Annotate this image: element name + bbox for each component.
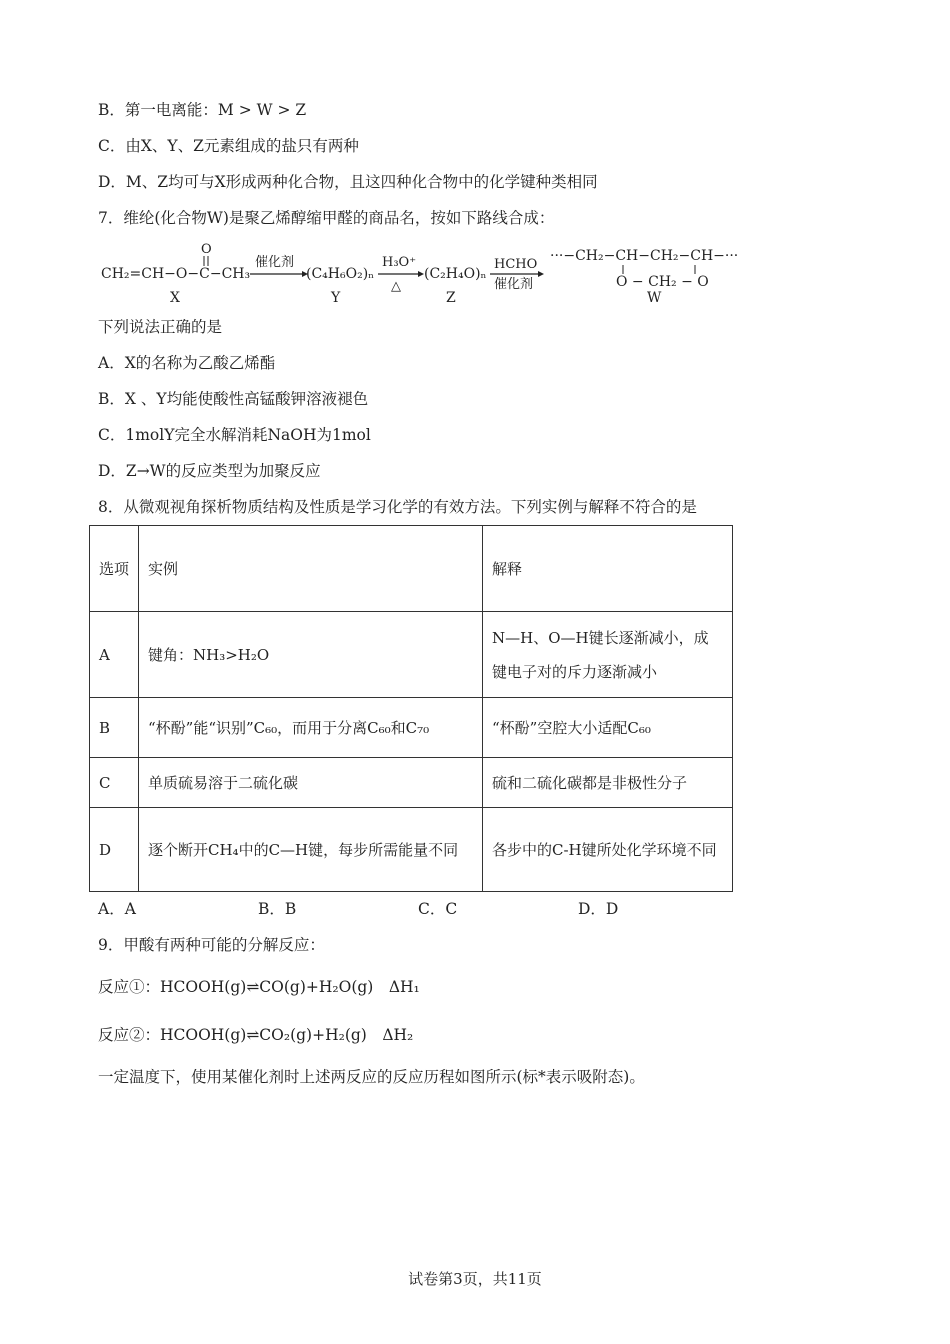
row-a-example: 键角：NH₃>H₂O xyxy=(139,612,483,698)
y-formula: (C₄H₆O₂)ₙ xyxy=(306,266,375,282)
row-c-explanation: 硫和二硫化碳都是非极性分子 xyxy=(483,758,733,808)
q7-stem: 7．维纶(化合物W)是聚乙烯醇缩甲醛的商品名，按如下路线合成： xyxy=(98,209,555,227)
q8-choice-b: B．B xyxy=(258,900,297,918)
arrow2-bottom: △ xyxy=(391,279,401,294)
w-ring: O − CH₂ − O xyxy=(616,274,709,290)
q9-note: 一定温度下，使用某催化剂时上述两反应的反应历程如图所示(标*表示吸附态)。 xyxy=(98,1068,645,1086)
arrow3-bottom: 催化剂 xyxy=(494,277,534,292)
arrow3-top: HCHO xyxy=(494,257,538,272)
q7-option-a: A．X的名称为乙酸乙烯酯 xyxy=(98,354,276,372)
q9-reaction-1: 反应①：HCOOH(g)⇌CO(g)+H₂O(g) ΔH₁ xyxy=(98,978,420,996)
q8-choice-d: D．D xyxy=(578,900,619,918)
q6-option-c: C．由X、Y、Z元素组成的盐只有两种 xyxy=(98,137,359,155)
y-label: Y xyxy=(331,290,341,306)
w-chain: ···−CH₂−CH−CH₂−CH−··· xyxy=(550,248,739,264)
row-d-explanation: 各步中的C-H键所处化学环境不同 xyxy=(483,808,733,892)
q8-stem: 8．从微观视角探析物质结构及性质是学习化学的有效方法。下列实例与解释不符合的是 xyxy=(98,498,697,516)
row-a-explanation: N—H、O—H键长逐渐减小，成键电子对的斥力逐渐减小 xyxy=(483,612,733,698)
row-c-example: 单质硫易溶于二硫化碳 xyxy=(139,758,483,808)
arrow3-head xyxy=(538,271,544,277)
q8-choice-a: A．A xyxy=(98,900,136,918)
q7-option-c: C．1molY完全水解消耗NaOH为1mol xyxy=(98,426,371,444)
table-row xyxy=(90,758,733,808)
row-c-option: C xyxy=(90,758,139,808)
q7-option-b: B．X 、Y均能使酸性高锰酸钾溶液褪色 xyxy=(98,390,369,408)
synthesis-scheme xyxy=(98,238,758,310)
header-example: 实例 xyxy=(139,526,483,612)
q8-table xyxy=(89,525,733,892)
arrow2-top: H₃O⁺ xyxy=(382,255,417,270)
row-b-explanation: “杯酚”空腔大小适配C₆₀ xyxy=(483,698,733,758)
q7-option-d: D．Z→W的反应类型为加聚反应 xyxy=(98,462,321,480)
table-row xyxy=(90,808,733,892)
row-d-example: 逐个断开CH₄中的C—H键，每步所需能量不同 xyxy=(139,808,483,892)
row-b-example: “杯酚”能“识别”C₆₀，而用于分离C₆₀和C₇₀ xyxy=(139,698,483,758)
arrow1-label: 催化剂 xyxy=(255,255,295,270)
q9-reaction-2: 反应②：HCOOH(g)⇌CO₂(g)+H₂(g) ΔH₂ xyxy=(98,1026,414,1044)
table-row xyxy=(90,612,733,698)
z-formula: (C₂H₄O)ₙ xyxy=(424,266,487,282)
header-option: 选项 xyxy=(90,526,139,612)
q6-option-d: D．M、Z均可与X形成两种化合物，且这四种化合物中的化学键种类相同 xyxy=(98,173,598,191)
q9-stem: 9．甲酸有两种可能的分解反应： xyxy=(98,936,325,954)
row-d-option: D xyxy=(90,808,139,892)
z-label: Z xyxy=(446,290,456,306)
row-b-option: B xyxy=(90,698,139,758)
table-header-row xyxy=(90,526,733,612)
x-label: X xyxy=(170,290,180,306)
x-carbonyl-oxygen: O xyxy=(201,242,212,257)
q7-question: 下列说法正确的是 xyxy=(98,318,223,336)
w-label: W xyxy=(647,290,662,306)
row-a-option: A xyxy=(90,612,139,698)
q8-choices xyxy=(98,898,698,920)
q8-choice-c: C．C xyxy=(418,900,458,918)
x-formula: CH₂=CH−O−C−CH₃ xyxy=(101,266,251,282)
page-footer: 试卷第3页，共11页 xyxy=(408,1270,542,1288)
header-explanation: 解释 xyxy=(483,526,733,612)
table-row xyxy=(90,698,733,758)
q6-option-b: B．第一电离能：M > W > Z xyxy=(98,101,307,119)
